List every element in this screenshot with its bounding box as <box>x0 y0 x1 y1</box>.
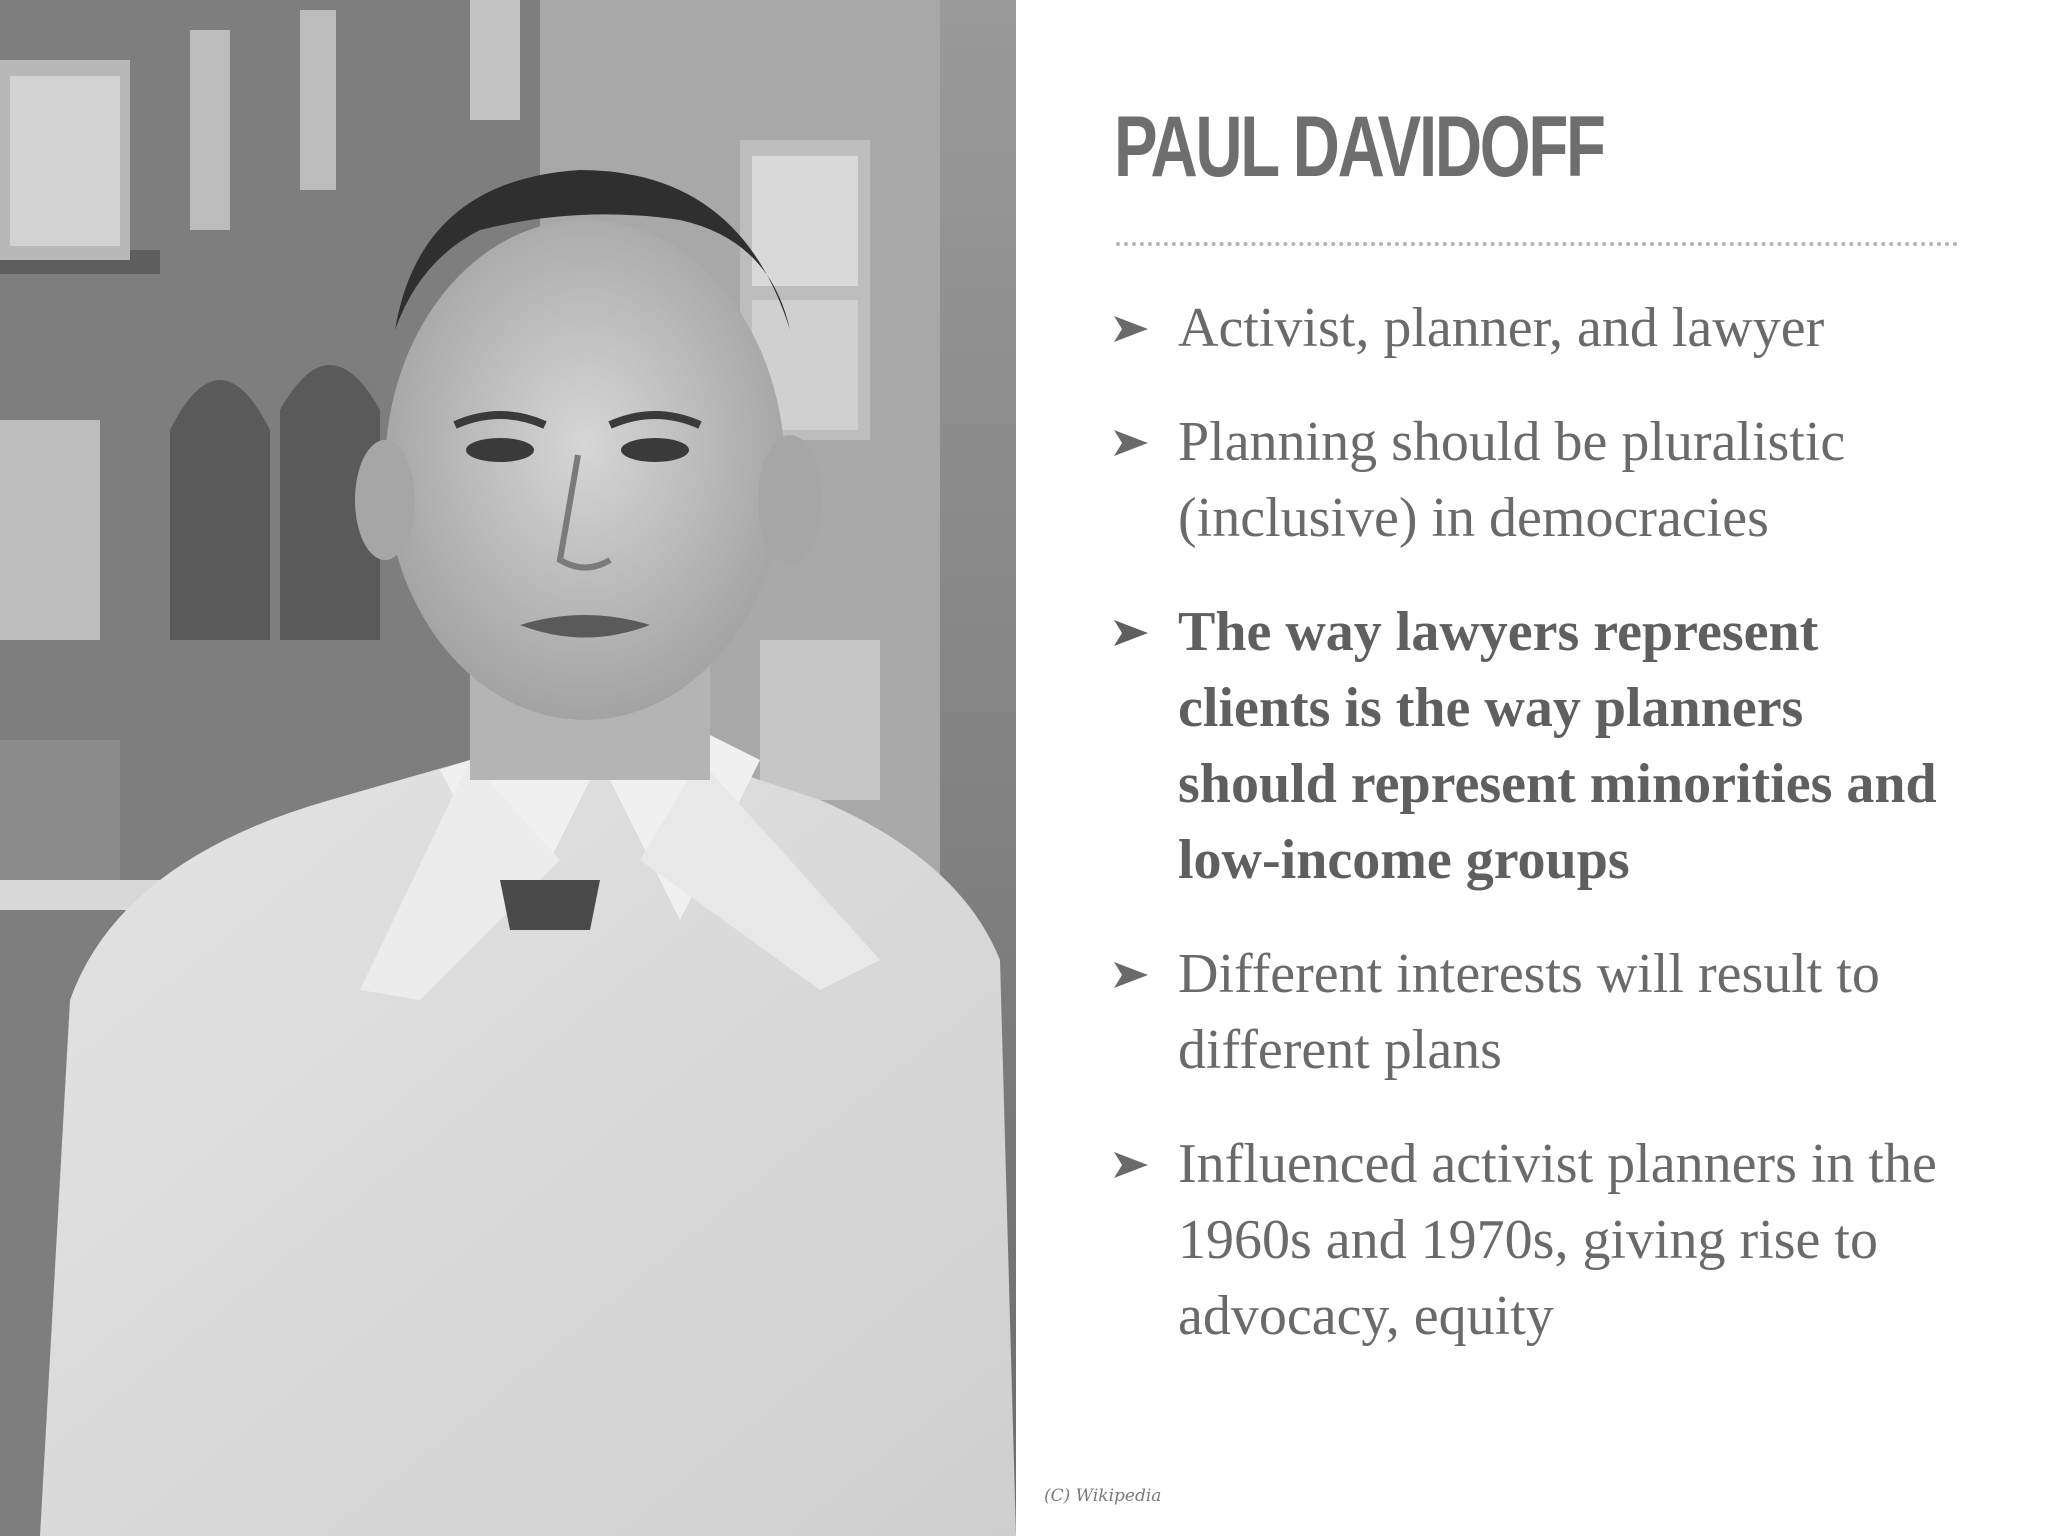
slide-content <box>1114 0 1974 1536</box>
bullet-item <box>1114 1126 1974 1354</box>
portrait-illustration <box>0 0 1016 1536</box>
bullet-list <box>1114 290 1974 1392</box>
arrowhead-bullet-icon <box>1114 620 1148 646</box>
title-divider <box>1116 242 1958 246</box>
bullet-text: Influenced activist planners in the 1960s and 1970s, giving rise to advocacy, equity <box>1178 1133 1937 1347</box>
bullet-item-emphasized <box>1114 594 1974 898</box>
bullet-item <box>1114 936 1974 1088</box>
photo-credit: (C) Wikipedia <box>1044 1486 1162 1506</box>
bullet-item <box>1114 290 1974 366</box>
slide-title: PAUL DAVIDOFF <box>1114 99 1604 195</box>
arrowhead-bullet-icon <box>1114 316 1148 342</box>
bullet-text: Activist, planner, and lawyer <box>1178 297 1825 359</box>
arrowhead-bullet-icon <box>1114 1152 1148 1178</box>
bullet-text: Planning should be pluralistic (inclusive) in democracies <box>1178 411 1846 549</box>
arrowhead-bullet-icon <box>1114 962 1148 988</box>
arrowhead-bullet-icon <box>1114 430 1148 456</box>
portrait-photo <box>0 0 1016 1536</box>
bullet-text: Different interests will result to different plans <box>1178 943 1880 1081</box>
bullet-text: The way lawyers represent clients is the way planners should represent minorities and low-income groups <box>1178 601 1937 891</box>
bullet-item <box>1114 404 1974 556</box>
